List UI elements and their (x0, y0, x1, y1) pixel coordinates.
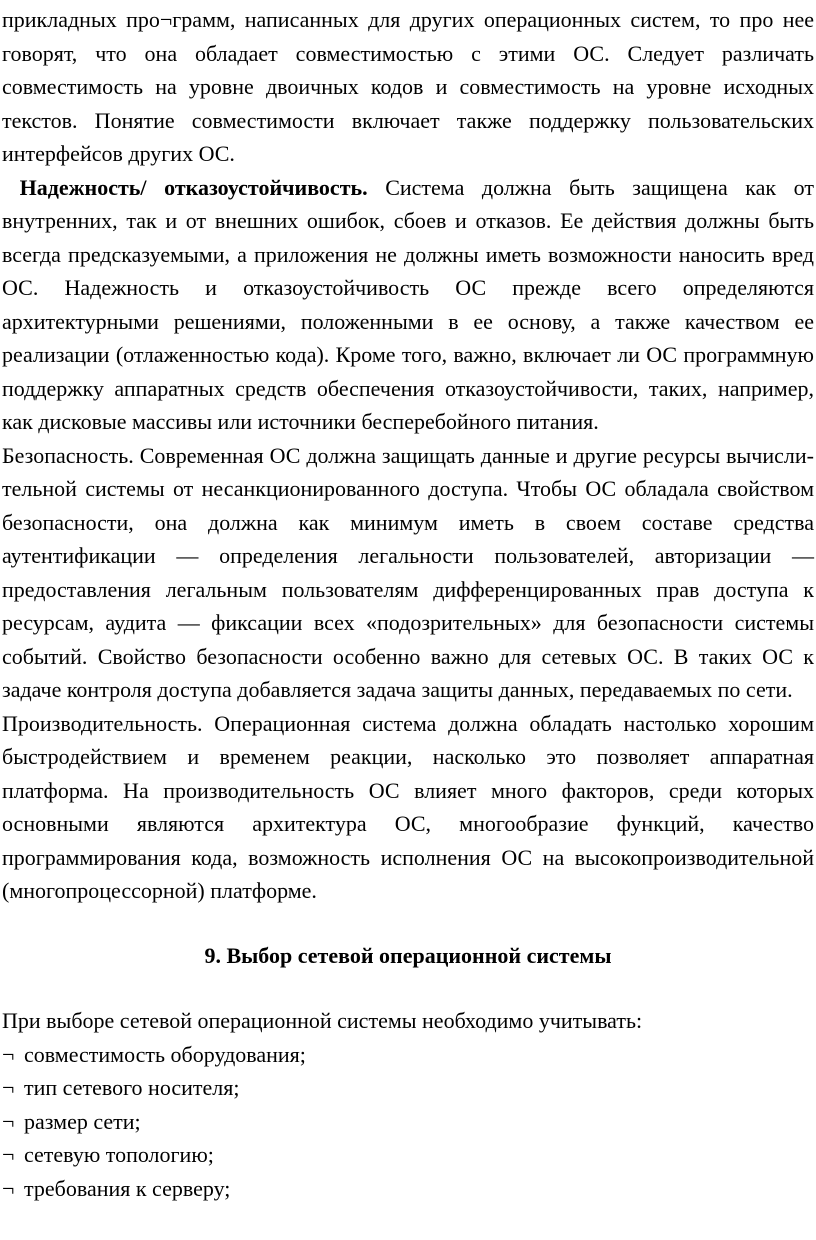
security-text: Безопасность. Современная ОС должна защищать данные и другие ресурсы вычисли-тельной системы от несанкционированного доступа. Чтобы ОС обладала свойством безопасности, она должна как минимум иметь в своем составе средства аутентификации — определения легальности пользователей, авторизации — предоставления легальным пользователям дифференцированных прав доступа к ресурсам, аудита — фиксации всех «подозрительных» для безопасности системы событий. Свойство безопасности особенно важно для сетевых ОС. В таких ОС к задаче контроля доступа добавляется задача защиты данных, передаваемых по сети. (2, 442, 814, 702)
reliability-text: Система должна быть защищена как от внутренних, так и от внешних ошибок, сбоев и отказов. Ее действия должны быть всегда предсказуемыми, а приложения не должны иметь возможности наносить вред ОС. Надежность и отказоустойчивость ОС прежде всего определяются архитектурными решениями, положенными в ее основу, а также качеством ее реализации (отлаженностью кода). Кроме того, важно, включает ли ОС программную поддержку аппаратных средств обеспечения отказоустойчивости, таких, например, как дисковые массивы или источники бесперебойного питания. (2, 174, 814, 434)
paragraph-security (0, 439, 816, 707)
bullet-symbol: ¬ (2, 1075, 15, 1100)
list-item (2, 1138, 814, 1172)
requirements-list (0, 1038, 816, 1206)
list-item-text: размер сети; (24, 1108, 141, 1134)
list-intro: При выборе сетевой операционной системы необходимо учитывать: (2, 1008, 643, 1033)
bullet-symbol: ¬ (2, 1175, 15, 1201)
bullet-symbol: ¬ (2, 1108, 15, 1134)
list-item (2, 1105, 814, 1139)
bullet-symbol: ¬ (2, 1142, 15, 1167)
performance-text: Производительность. Операционная система должна обладать настолько хорошим быстродействием и временем реакции, насколько это позволяет аппаратная платформа. На производительность ОС влияет много факторов, среди которых основными являются архитектура ОС, многообразие функций, качество программирования кода, возможность исполнения ОС на высокопроизводительной (многопроцессорной) платформе. (2, 710, 814, 903)
list-item-text: совместимость оборудования; (24, 1041, 306, 1067)
paragraph-performance (0, 707, 816, 908)
list-item-text: требования к серверу; (24, 1175, 231, 1201)
list-item (2, 1038, 814, 1072)
section-heading: 9. Выбор сетевой операционной системы (204, 942, 612, 968)
list-item (2, 1071, 814, 1105)
compatibility-text: прикладных про¬грамм, написанных для других операционных систем, то про нее говорят, что она обладает совместимостью с этими ОС. Следует различать совместимость на уровне двоичных кодов и совместимость на уровне исходных текстов. Понятие совместимости включает также поддержку пользовательских интерфейсов других ОС. (2, 7, 814, 166)
list-item (2, 1172, 814, 1206)
paragraph-reliability (0, 171, 816, 439)
list-item-text: сетевую топологию; (24, 1142, 214, 1167)
reliability-title: Надежность/ отказоустойчивость. (19, 174, 368, 200)
paragraph-compatibility (0, 0, 816, 171)
bullet-symbol: ¬ (2, 1041, 15, 1067)
list-item-text: тип сетевого носителя; (24, 1075, 240, 1100)
